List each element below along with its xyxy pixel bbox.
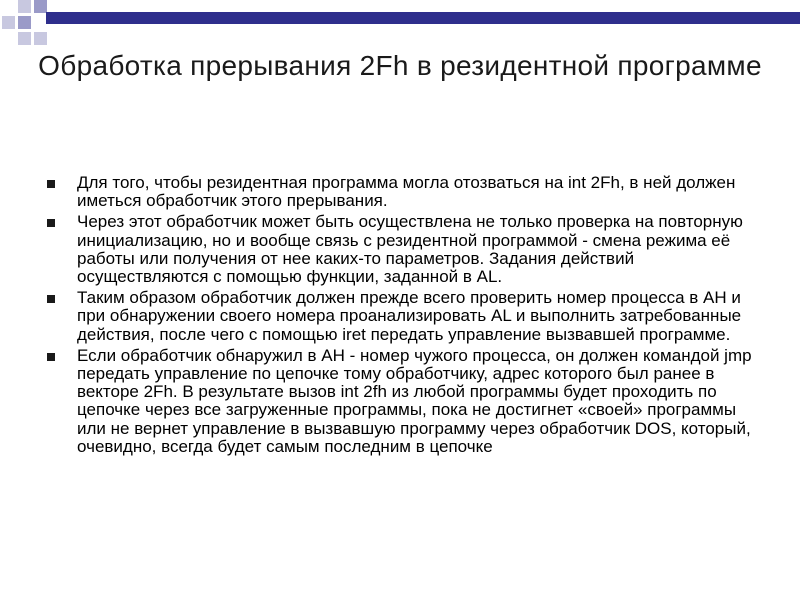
bullet-text: Если обработчик обнаружил в AH - номер чужого процесса, он должен командой jmp передать управление по цепочке тому обработчику, адрес которого был ранее в векторе 2Fh. В результате вызов int 2fh из любой программы будет проходить по цепочке через все загруженные программы, пока не достигнет «своей» программы или не вернет управление в вызвавшую программу через обработчик DOS, который, очевидно, всегда будет самым последним в цепочке (77, 345, 752, 456)
deco-square (18, 0, 31, 13)
bullet-text: Таким образом обработчик должен прежде всего проверить номер процесса в AH и при обнаружении своего номера проанализировать AL и выполнить затребованные действия, после чего с помощью iret передать управление вызвавшей программе. (77, 288, 742, 344)
deco-square (18, 32, 31, 45)
slide-title (0, 48, 800, 83)
bullet-item (44, 213, 764, 286)
deco-square (2, 16, 15, 29)
square-bullet-icon (47, 353, 55, 361)
bullet-text: Через этот обработчик может быть осуществлена не только проверка на повторную инициализацию, но и вообще связь с резидентной программой - смена режима её работы или получения от нее каких-то параметров. Задания действий осуществляются с помощью функции, заданной в AL. (77, 212, 743, 287)
deco-square (18, 16, 31, 29)
bullet-list (44, 174, 764, 459)
bullet-item (44, 174, 764, 210)
square-bullet-icon (47, 295, 55, 303)
bullet-item (44, 289, 764, 344)
bullet-text: Для того, чтобы резидентная программа могла отозваться на int 2Fh, в ней должен иметься обработчик этого прерывания. (77, 173, 736, 211)
deco-square (34, 32, 47, 45)
title-bar-rule (46, 12, 800, 24)
bullet-item (44, 347, 764, 456)
square-bullet-icon (47, 219, 55, 227)
slide-title-text: Обработка прерывания 2Fh в резидентной программе (38, 50, 762, 81)
square-bullet-icon (47, 180, 55, 188)
